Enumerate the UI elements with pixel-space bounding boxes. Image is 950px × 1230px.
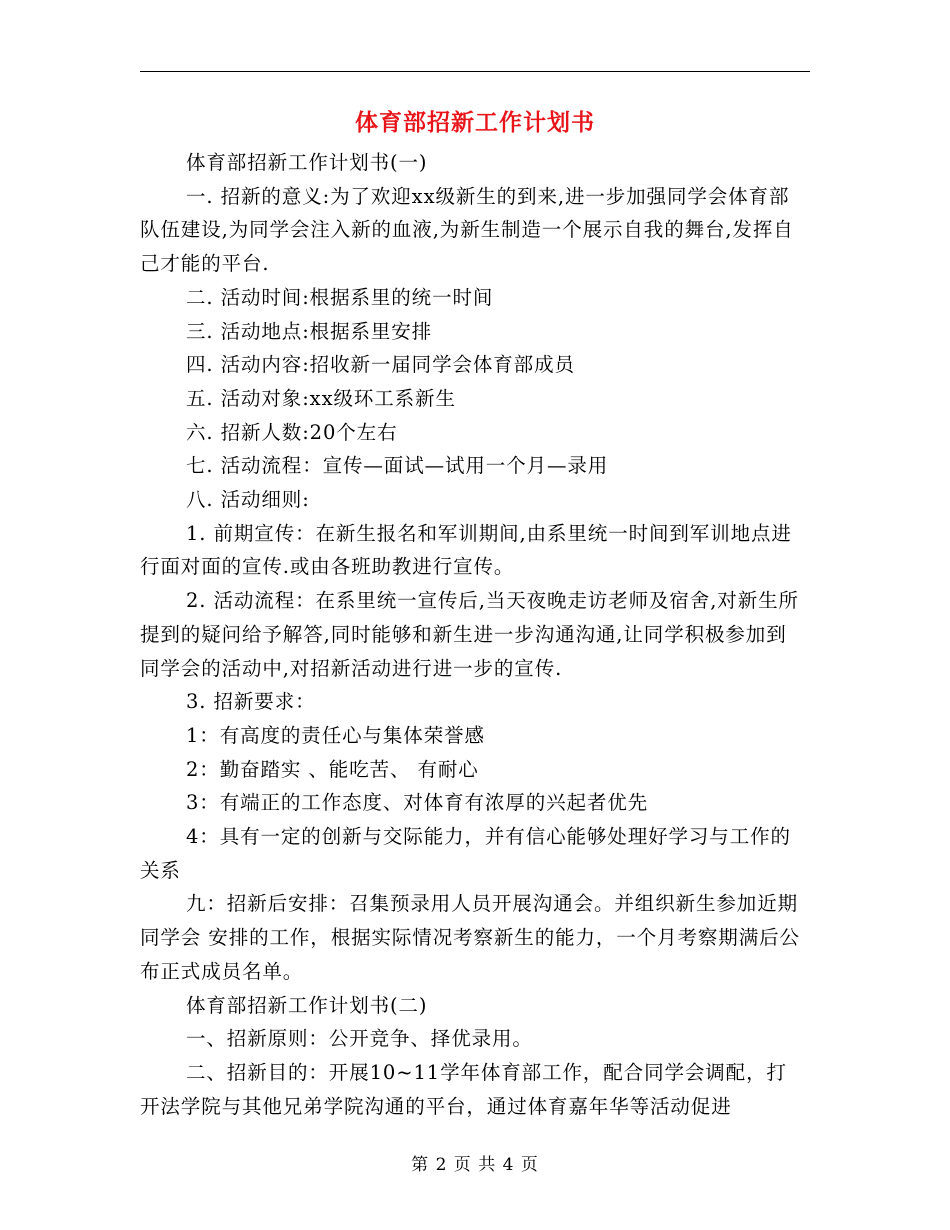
paragraph: 2. 活动流程：在系里统一宣传后,当天夜晚走访老师及宿舍,对新生所提到的疑问给予解答,同时能够和新生进一步沟通沟通,让同学积极参加到同学会的活动中,对招新活动进行进一步的宣传.: [140, 589, 799, 680]
paragraph: 1：有高度的责任心与集体荣誉感: [186, 723, 485, 747]
paragraph: 五. 活动对象:xx级环工系新生: [186, 386, 456, 410]
document-body: [140, 146, 806, 1123]
page-number-footer: 第 2 页 共 4 页: [411, 1155, 539, 1175]
paragraph: 四. 活动内容:招收新一届同学会体育部成员: [186, 353, 575, 377]
paragraph: 二. 活动时间:根据系里的统一时间: [186, 285, 494, 309]
paragraph: 体育部招新工作计划书(一): [186, 151, 428, 174]
header-rule: [140, 71, 810, 72]
paragraph: 3：有端正的工作态度、对体育有浓厚的兴起者优先: [186, 791, 649, 815]
paragraph: 八. 活动细则:: [186, 488, 310, 512]
paragraph: 一. 招新的意义:为了欢迎xx级新生的到来,进一步加强同学会体育部队伍建设,为同学会注入新的血液,为新生制造一个展示自我的舞台,发挥自己才能的平台.: [140, 184, 794, 276]
paragraph: 二、招新目的：开展10~11学年体育部工作，配合同学会调配，打开法学院与其他兄弟学院沟通的平台，通过体育嘉年华等活动促进: [140, 1060, 787, 1118]
paragraph: 2：勤奋踏实 、能吃苦、 有耐心: [186, 757, 479, 781]
paragraph: 一、招新原则：公开竞争、择优录用。: [186, 1027, 533, 1051]
paragraph: 七. 活动流程：宣传—面试—试用一个月—录用: [186, 454, 609, 478]
paragraph: 三. 活动地点:根据系里安排: [186, 319, 433, 343]
paragraph: 3. 招新要求：: [186, 690, 316, 714]
paragraph: 1. 前期宣传：在新生报名和军训期间,由系里统一时间到军训地点进行面对面的宣传.或由各班助教进行宣传。: [140, 521, 792, 579]
paragraph: 九：招新后安排：召集预录用人员开展沟通会。并组织新生参加近期同学会 安排的工作，根据实际情况考察新生的能力，一个月考察期满后公布正式成员名单。: [140, 892, 800, 983]
document-title: 体育部招新工作计划书: [355, 109, 595, 136]
paragraph: 六. 招新人数:20个左右: [186, 420, 398, 444]
paragraph: 体育部招新工作计划书(二): [186, 993, 428, 1017]
paragraph: 4：具有一定的创新与交际能力，并有信心能够处理好学习与工作的关系: [140, 825, 791, 882]
